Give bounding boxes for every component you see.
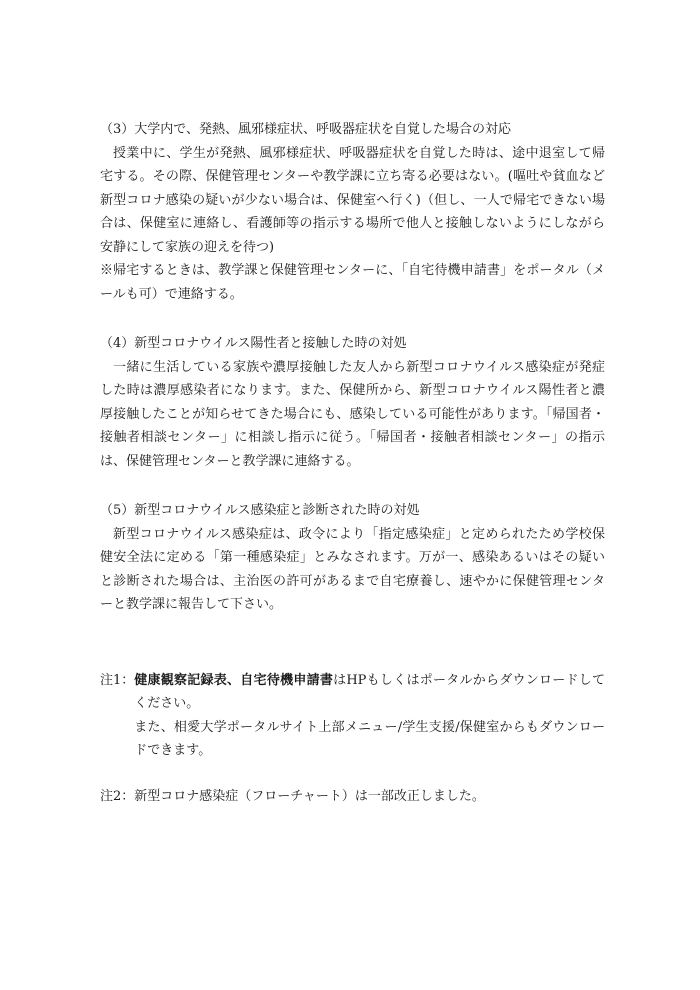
section-5 — [100, 499, 605, 617]
section-3-body: 授業中に、学生が発熱、風邪様症状、呼吸器症状を自覚した時は、途中退室して帰宅する。その際、保健管理センターや教学課に立ち寄る必要はない。(嘔吐や貧血など新型コロナ感染の疑いが少ない場合は、保健室へ行く)（但し、一人で帰宅できない場合は、保健室に連絡し、看護師等の指示する場所で他人と接触しないようにしながら安静にして家族の迎えを待つ) — [100, 145, 605, 255]
note-2-body — [134, 785, 605, 809]
note-1-body — [134, 669, 605, 763]
section-4 — [100, 332, 605, 473]
section-5-heading: （5）新型コロナウイルス感染症と診断された時の対処 — [100, 503, 420, 518]
note-2-text: 新型コロナ感染症（フローチャート）は一部改正しました。 — [134, 788, 485, 804]
section-4-body: 一緒に生活している家族や濃厚接触した友人から新型コロナウイルス感染症が発症した時は濃厚感染者になります。また、保健所から、新型コロナウイルス陽性者と濃厚接触したことが知らせてきた場合にも、感染している可能性があります。「帰国者・接触者相談センター」に相談し指示に従う。「帰国者・接触者相談センター」の指示は、保健管理センターと教学課に連絡する。 — [100, 359, 605, 469]
section-4-heading: （4）新型コロナウイルス陽性者と接触した時の対処 — [100, 336, 407, 351]
section-3 — [100, 118, 605, 306]
note-2-label: 注2： — [100, 788, 135, 804]
note-2 — [100, 785, 605, 809]
note-1-bold-text: 健康観察記録表、自宅待機申請書 — [134, 672, 334, 688]
section-3-heading: （3）大学内で、発熱、風邪様症状、呼吸器症状を自覚した場合の対応 — [100, 122, 512, 137]
section-3-note: ※帰宅するときは、教学課と保健管理センターに、「自宅待機申請書」をポータル（メールも可）で連絡する。 — [100, 263, 605, 302]
note-1 — [100, 669, 605, 763]
section-5-body: 新型コロナウイルス感染症は、政令により「指定感染症」と定められたため学校保健安全法に定める「第一種感染症」とみなされます。万が一、感染あるいはその疑いと診断された場合は、主治医の許可があるまで自宅療養し、速やかに保健管理センターと教学課に報告して下さい。 — [100, 526, 605, 612]
note-1-label: 注1： — [100, 672, 135, 688]
note-1-extra: また、相愛大学ポータルサイト上部メニュー/学生支援/保健室からもダウンロードできます。 — [134, 719, 605, 758]
note-1-text: はHPもしくはポータルからダウンロードしてください。 — [134, 672, 605, 711]
notes-block — [100, 669, 605, 809]
